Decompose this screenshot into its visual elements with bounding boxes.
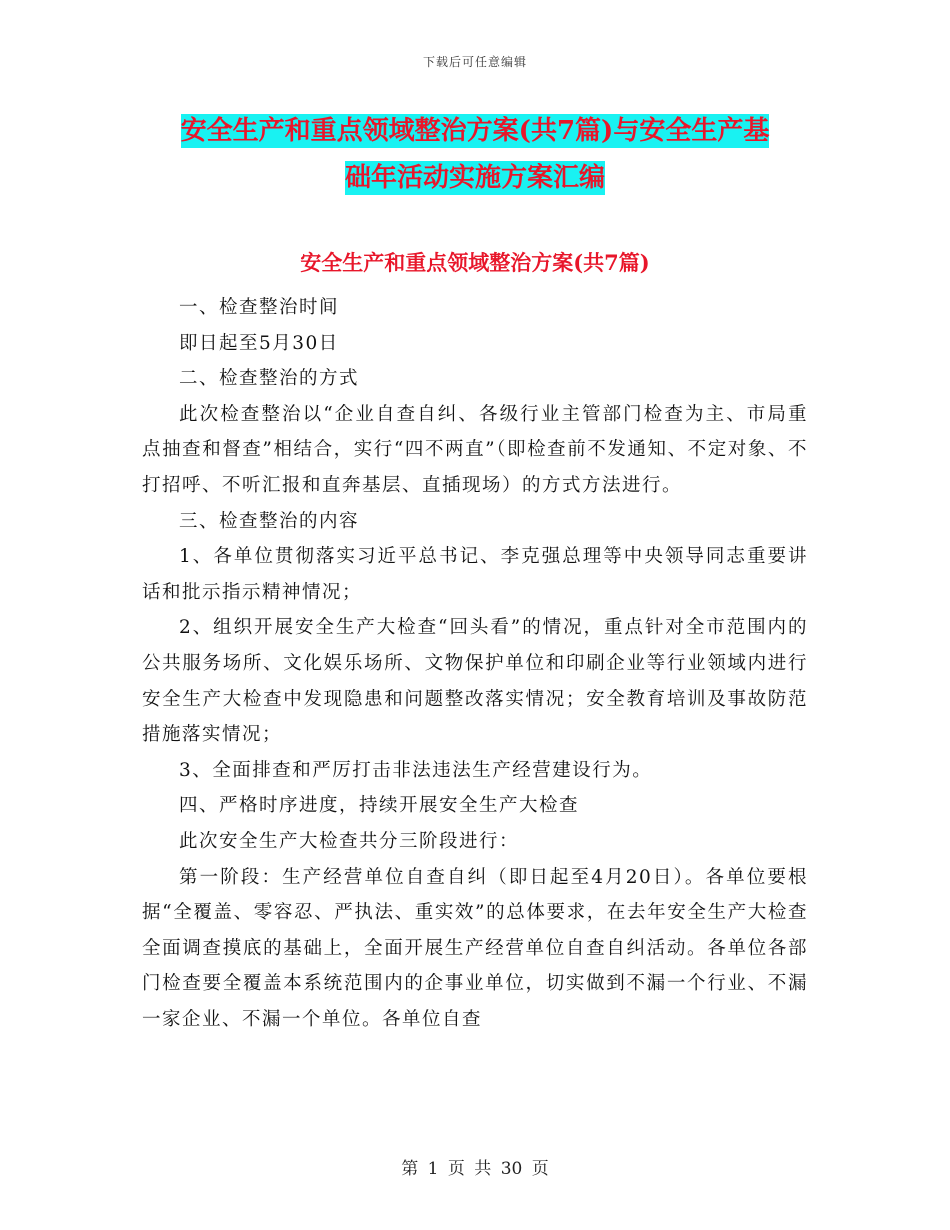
paragraph: 一、检查整治时间: [179, 297, 340, 318]
paragraph: 即日起至5月30日: [179, 332, 339, 354]
document-body: [142, 290, 808, 1037]
paragraph: 2、组织开展安全生产大检查“回头看”的情况，重点针对全市范围内的公共服务场所、文化娱乐场所、文物保护单位和印刷企业等行业领域内进行安全生产大检查中发现隐患和问题整改落实情况；安全教育培训及事故防范措施落实情况；: [142, 617, 808, 746]
paragraph: 四、严格时序进度，持续开展安全生产大检查: [179, 795, 580, 817]
document-title-line-1: 安全生产和重点领域整治方案(共7篇)与安全生产基: [180, 116, 770, 146]
paragraph: 1、各单位贯彻落实习近平总书记、李克强总理等中央领导同志重要讲话和批示指示精神情况；: [142, 546, 808, 603]
page-header-note: 下载后可任意编辑: [422, 55, 527, 69]
paragraph: 二、检查整治的方式: [179, 368, 360, 390]
section-title: 安全生产和重点领域整治方案(共7篇): [300, 250, 650, 275]
page-number-footer: 第 1 页 共 30 页: [401, 1159, 549, 1179]
document-title: [0, 108, 950, 202]
paragraph: 第一阶段：生产经营单位自查自纠（即日起至4月20日）。各单位要根据“全覆盖、零容忍、严执法、重实效”的总体要求，在去年安全生产大检查全面调查摸底的基础上，全面开展生产经营单位自查自纠活动。各单位各部门检查要全覆盖本系统范围内的企事业单位，切实做到不漏一个行业、不漏一家企业、不漏一个单位。各单位自查: [142, 866, 808, 1030]
paragraph: 三、检查整治的内容: [179, 510, 360, 532]
paragraph: 此次检查整治以“企业自查自纠、各级行业主管部门检查为主、市局重点抽查和督查”相结合，实行“四不两直”（即检查前不发通知、不定对象、不打招呼、不听汇报和直奔基层、直插现场）的方式方法进行。: [142, 403, 808, 496]
paragraph: 此次安全生产大检查共分三阶段进行：: [179, 830, 520, 852]
document-title-line-2: 础年活动实施方案汇编: [344, 163, 605, 193]
paragraph: 3、全面排查和严厉打击非法违法生产经营建设行为。: [179, 759, 653, 781]
